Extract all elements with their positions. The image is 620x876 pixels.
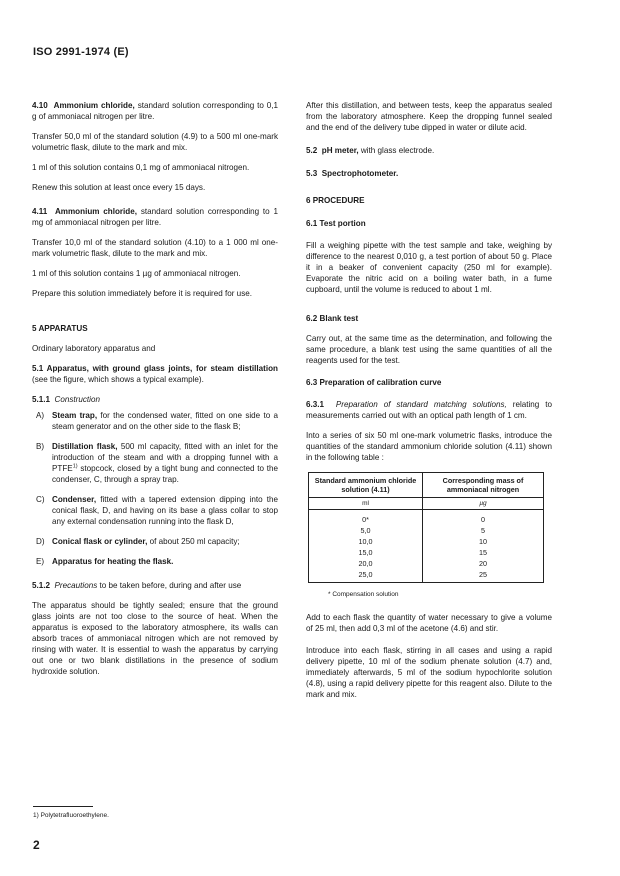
introduce-para: Introduce into each flask, stirring in all cases and using a rapid delivery pipette, 10 ml of the sodium phenate solution (4.7) and, immediately afterwards, 5 ml of the sodium hypochlorite solution (4.8), using a rapid delivery pipette for this reagent also. Dilute to the mark and mix. — [306, 646, 552, 699]
section-4-11: 4.11 Ammonium chloride, standard solution corresponding to 1 mg of ammoniacal nitrogen per litre. — [32, 207, 278, 227]
table-units-row: ml µg — [309, 498, 544, 510]
section-6-2-para: Carry out, at the same time as the determination, and following the same procedure, a blank test using the same quantities of all the reagents used for the test. — [306, 334, 552, 365]
section-6-3-heading: 6.3 Preparation of calibration curve — [306, 378, 442, 387]
apparatus-item-b: B) Distillation flask, 500 ml capacity, fitted with an inlet for the introduction of the steam and with a dropping funnel with a PTFE$^{1)}$ stopcock, closed by a tight bung and connected to the condenser, C, through a spray trap. — [36, 442, 278, 484]
apparatus-item-a: A) Steam trap, for the condensed water, fitted on one side to a steam generator and on the other side to the flask B; — [36, 411, 279, 431]
page-number: 2 — [33, 838, 40, 852]
apparatus-item-d: D) Conical flask or cylinder, of about 250 ml capacity; — [36, 537, 240, 546]
table-row: 20,0 20 — [309, 558, 544, 569]
apparatus-item-c: C) Condenser, fitted with a tapered extension dipping into the conical flask, D, and having on its base a glass collar to stop any external condensation running into the flask D, — [36, 495, 278, 526]
right-column — [306, 100, 552, 709]
section-5-heading: 5 APPARATUS — [32, 324, 88, 333]
section-5-1: 5.1 Apparatus, with ground glass joints, for steam distillation (see the figure, which shows a typical example). — [32, 364, 278, 384]
add-para: Add to each flask the quantity of water necessary to give a volume of 25 ml, then add 0,3 ml of the acetone (4.6) and stir. — [306, 613, 552, 633]
section-4-10-para-1: Transfer 50,0 ml of the standard solution (4.9) to a 500 ml one-mark volumetric flask, dilute to the mark and mix. — [32, 132, 278, 152]
table-header-col2: Corresponding mass of ammoniacal nitrogen — [423, 473, 544, 498]
document-header: ISO 2991-1974 (E) — [33, 46, 129, 58]
section-5-1-2-para: The apparatus should be tightly sealed; ensure that the ground glass joints are not too close to the source of heat. When the apparatus is exposed to the laboratory atmosphere, its walls can absorb traces of ammoniacal nitrogen which are not removed by rinsing with water. It is essential to wash the apparatus by carrying out one or two blank distillations in the presence of sodium hydroxide solution. — [32, 601, 278, 676]
section-5-2: 5.2 pH meter, with glass electrode. — [306, 146, 435, 155]
section-5-3: 5.3 Spectrophotometer. — [306, 169, 399, 178]
section-4-10: 4.10 Ammonium chloride, standard solution corresponding to 0,1 g of ammoniacal nitrogen per litre. — [32, 101, 279, 121]
section-4-11-para-2: 1 ml of this solution contains 1 µg of ammoniacal nitrogen. — [32, 269, 241, 278]
footnote-ref: 1) — [72, 463, 78, 470]
table-header-col1: Standard ammonium chloride solution (4.11) — [309, 473, 423, 498]
section-6-1-para: Fill a weighing pipette with the test sample and take, weighing by difference to the nearest 0,010 g, a test portion of about 50 g. Place it in a beaker of convenient capacity (250 ml for example). Evaporate the nitric acid on a boiling water bath, in a fume cupboard, until the volume is reduced to about 1 ml. — [306, 241, 552, 294]
continuation-para: After this distillation, and between tests, keep the apparatus sealed from the laboratory atmosphere. Keep the dropping funnel sealed and the end of the delivery tube dipped in water or dilute acid. — [306, 101, 552, 132]
table-row: 25,0 25 — [309, 569, 544, 583]
footnote: 1) Polytetrafluoroethylene. — [33, 812, 109, 819]
table-row: 10,0 10 — [309, 536, 544, 547]
left-column — [32, 100, 278, 686]
section-6-heading: 6 PROCEDURE — [306, 196, 365, 205]
section-5-1-1: 5.1.1 Construction — [32, 395, 100, 404]
apparatus-item-e: E) Apparatus for heating the flask. — [36, 557, 174, 566]
table-row: 5,0 5 — [309, 525, 544, 536]
section-5-1-2: 5.1.2 Precautions to be taken before, during and after use — [32, 581, 242, 590]
section-4-10-para-3: Renew this solution at least once every 15 days. — [32, 183, 206, 192]
section-6-3-1: 6.3.1 Preparation of standard matching solutions, relating to measurements carried out with an optical path length of 1 cm. — [306, 400, 553, 420]
section-6-1-heading: 6.1 Test portion — [306, 219, 366, 228]
into-para: Into a series of six 50 ml one-mark volumetric flasks, introduce the quantities of the standard ammonium chloride solution (4.11) shown in the following table : — [306, 431, 552, 462]
table-row: 0* 0 — [309, 510, 544, 526]
section-4-11-para-1: Transfer 10,0 ml of the standard solution (4.10) to a 1 000 ml one-mark volumetric flask, dilute to the mark and mix. — [32, 238, 278, 258]
section-6-2-heading: 6.2 Blank test — [306, 314, 359, 323]
footnote-divider — [33, 806, 93, 807]
calibration-table — [308, 472, 544, 583]
table-row: 15,0 15 — [309, 547, 544, 558]
section-5-intro: Ordinary laboratory apparatus and — [32, 344, 156, 353]
section-4-11-para-3: Prepare this solution immediately before it is required for use. — [32, 289, 252, 298]
table-note: * Compensation solution — [328, 591, 399, 598]
section-4-10-para-2: 1 ml of this solution contains 0,1 mg of ammoniacal nitrogen. — [32, 163, 250, 172]
